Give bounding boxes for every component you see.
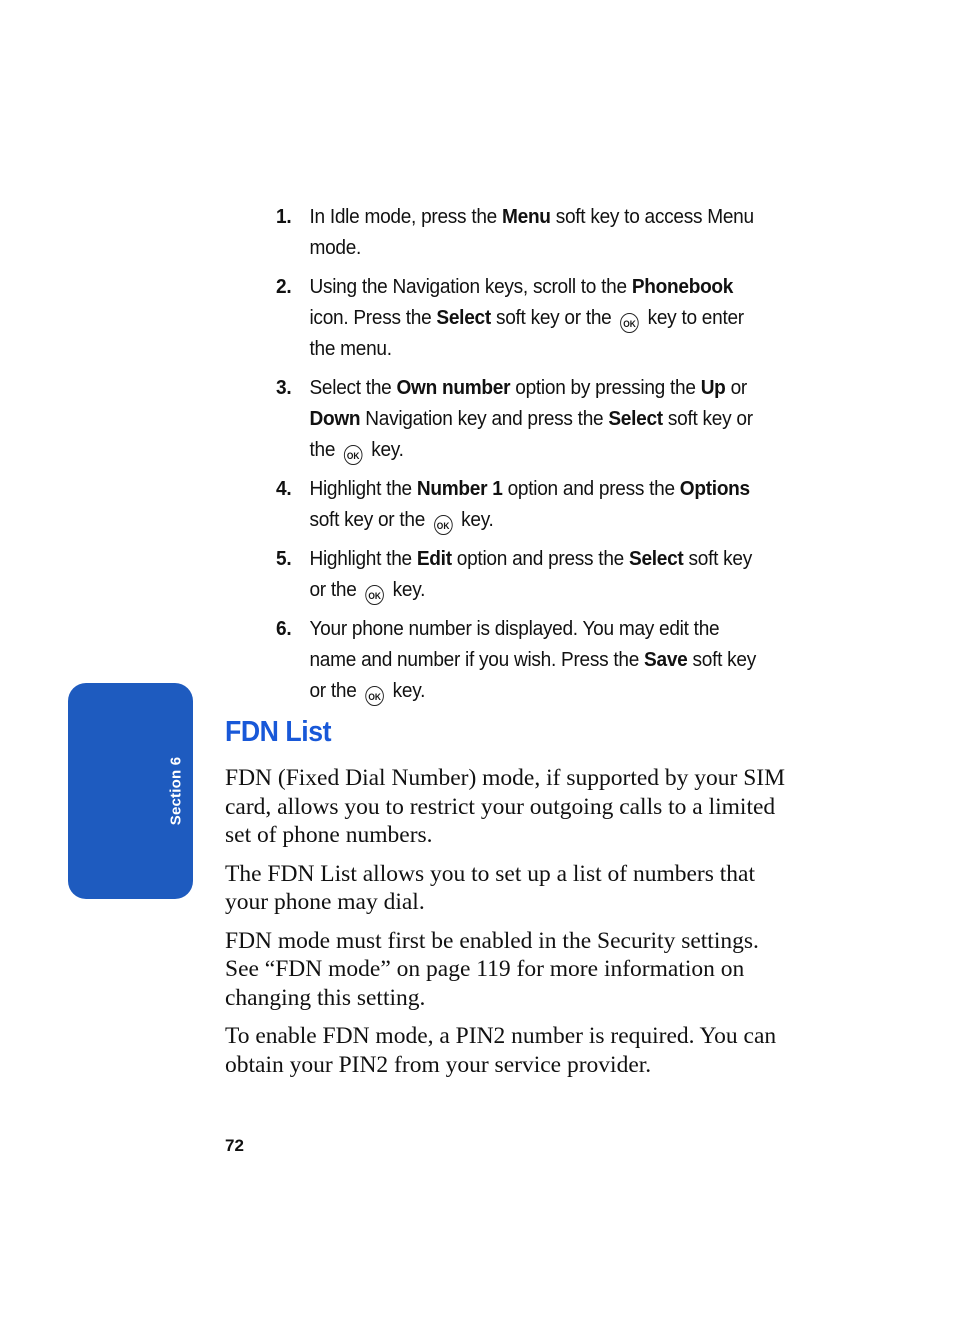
key-name: Number 1	[416, 477, 503, 500]
key-name: Select	[436, 306, 491, 329]
key-name: Menu	[502, 205, 551, 228]
instruction-steps	[276, 201, 769, 714]
step-text: In Idle mode, press the	[309, 205, 503, 228]
step-text: icon. Press the	[309, 306, 437, 329]
key-name: Phonebook	[631, 275, 734, 298]
step-text: key.	[366, 438, 404, 461]
step-text: option and press the	[451, 547, 630, 570]
key-name: Select	[629, 547, 684, 570]
step-text: key.	[387, 679, 426, 702]
step-text: Highlight the	[309, 477, 417, 500]
ok-key-icon: OK	[434, 515, 453, 535]
step-item	[276, 372, 769, 465]
step-text: Highlight the	[309, 547, 417, 570]
key-name: Edit	[416, 547, 452, 570]
section-body	[225, 764, 797, 1089]
ok-key-icon: OK	[365, 686, 384, 706]
step-item	[276, 201, 769, 263]
step-text: key.	[456, 508, 494, 531]
step-text: soft key or the	[309, 508, 431, 531]
step-text: soft key or the	[309, 547, 753, 601]
step-text: key.	[387, 578, 426, 601]
step-number: 5.	[276, 547, 292, 570]
step-text: key to enter the menu.	[309, 306, 744, 360]
step-text: option by pressing the	[510, 376, 701, 399]
paragraph: FDN (Fixed Dial Number) mode, if supported by your SIM card, allows you to restrict your outgoing calls to a limited set of phone numbers.	[225, 765, 786, 848]
paragraph: FDN mode must first be enabled in the Security settings. See “FDN mode” on page 119 for more information on changing this setting.	[225, 927, 759, 1011]
step-number: 4.	[276, 477, 292, 500]
key-name: Up	[700, 376, 726, 399]
paragraph: The FDN List allows you to set up a list of numbers that your phone may dial.	[225, 860, 756, 915]
step-text: soft key or the	[309, 407, 753, 461]
step-text: option and press the	[502, 477, 680, 500]
step-number: 3.	[276, 376, 292, 399]
ok-key-icon: OK	[620, 313, 639, 333]
step-text: soft key or the	[309, 648, 756, 702]
step-number: 6.	[276, 617, 292, 640]
step-item	[276, 473, 769, 535]
step-text: Your phone number is displayed. You may edit the name and number if you wish. Press the	[309, 617, 720, 671]
page-number: 72	[225, 1136, 244, 1155]
step-item	[276, 271, 769, 364]
key-name: Own number	[396, 376, 511, 399]
step-item	[276, 543, 769, 605]
key-name: Options	[679, 477, 750, 500]
step-number: 1.	[276, 205, 292, 228]
step-number: 2.	[276, 275, 292, 298]
step-text: soft key or the	[490, 306, 617, 329]
step-text: Using the Navigation keys, scroll to the	[309, 275, 632, 298]
ok-key-icon: OK	[365, 585, 384, 605]
key-name: Down	[309, 407, 361, 430]
section-heading: FDN List	[225, 716, 332, 748]
section-tab-label: Section 6	[167, 756, 185, 826]
paragraph: To enable FDN mode, a PIN2 number is required. You can obtain your PIN2 from your service provider.	[225, 1023, 777, 1078]
step-text: Navigation key and press the	[360, 407, 609, 430]
key-name: Save	[644, 648, 688, 671]
step-item	[276, 613, 769, 706]
step-text: Select the	[309, 376, 397, 399]
key-name: Select	[608, 407, 663, 430]
step-text: soft key to access Menu mode.	[309, 205, 754, 259]
step-text: or	[725, 376, 747, 399]
ok-key-icon: OK	[344, 445, 363, 465]
